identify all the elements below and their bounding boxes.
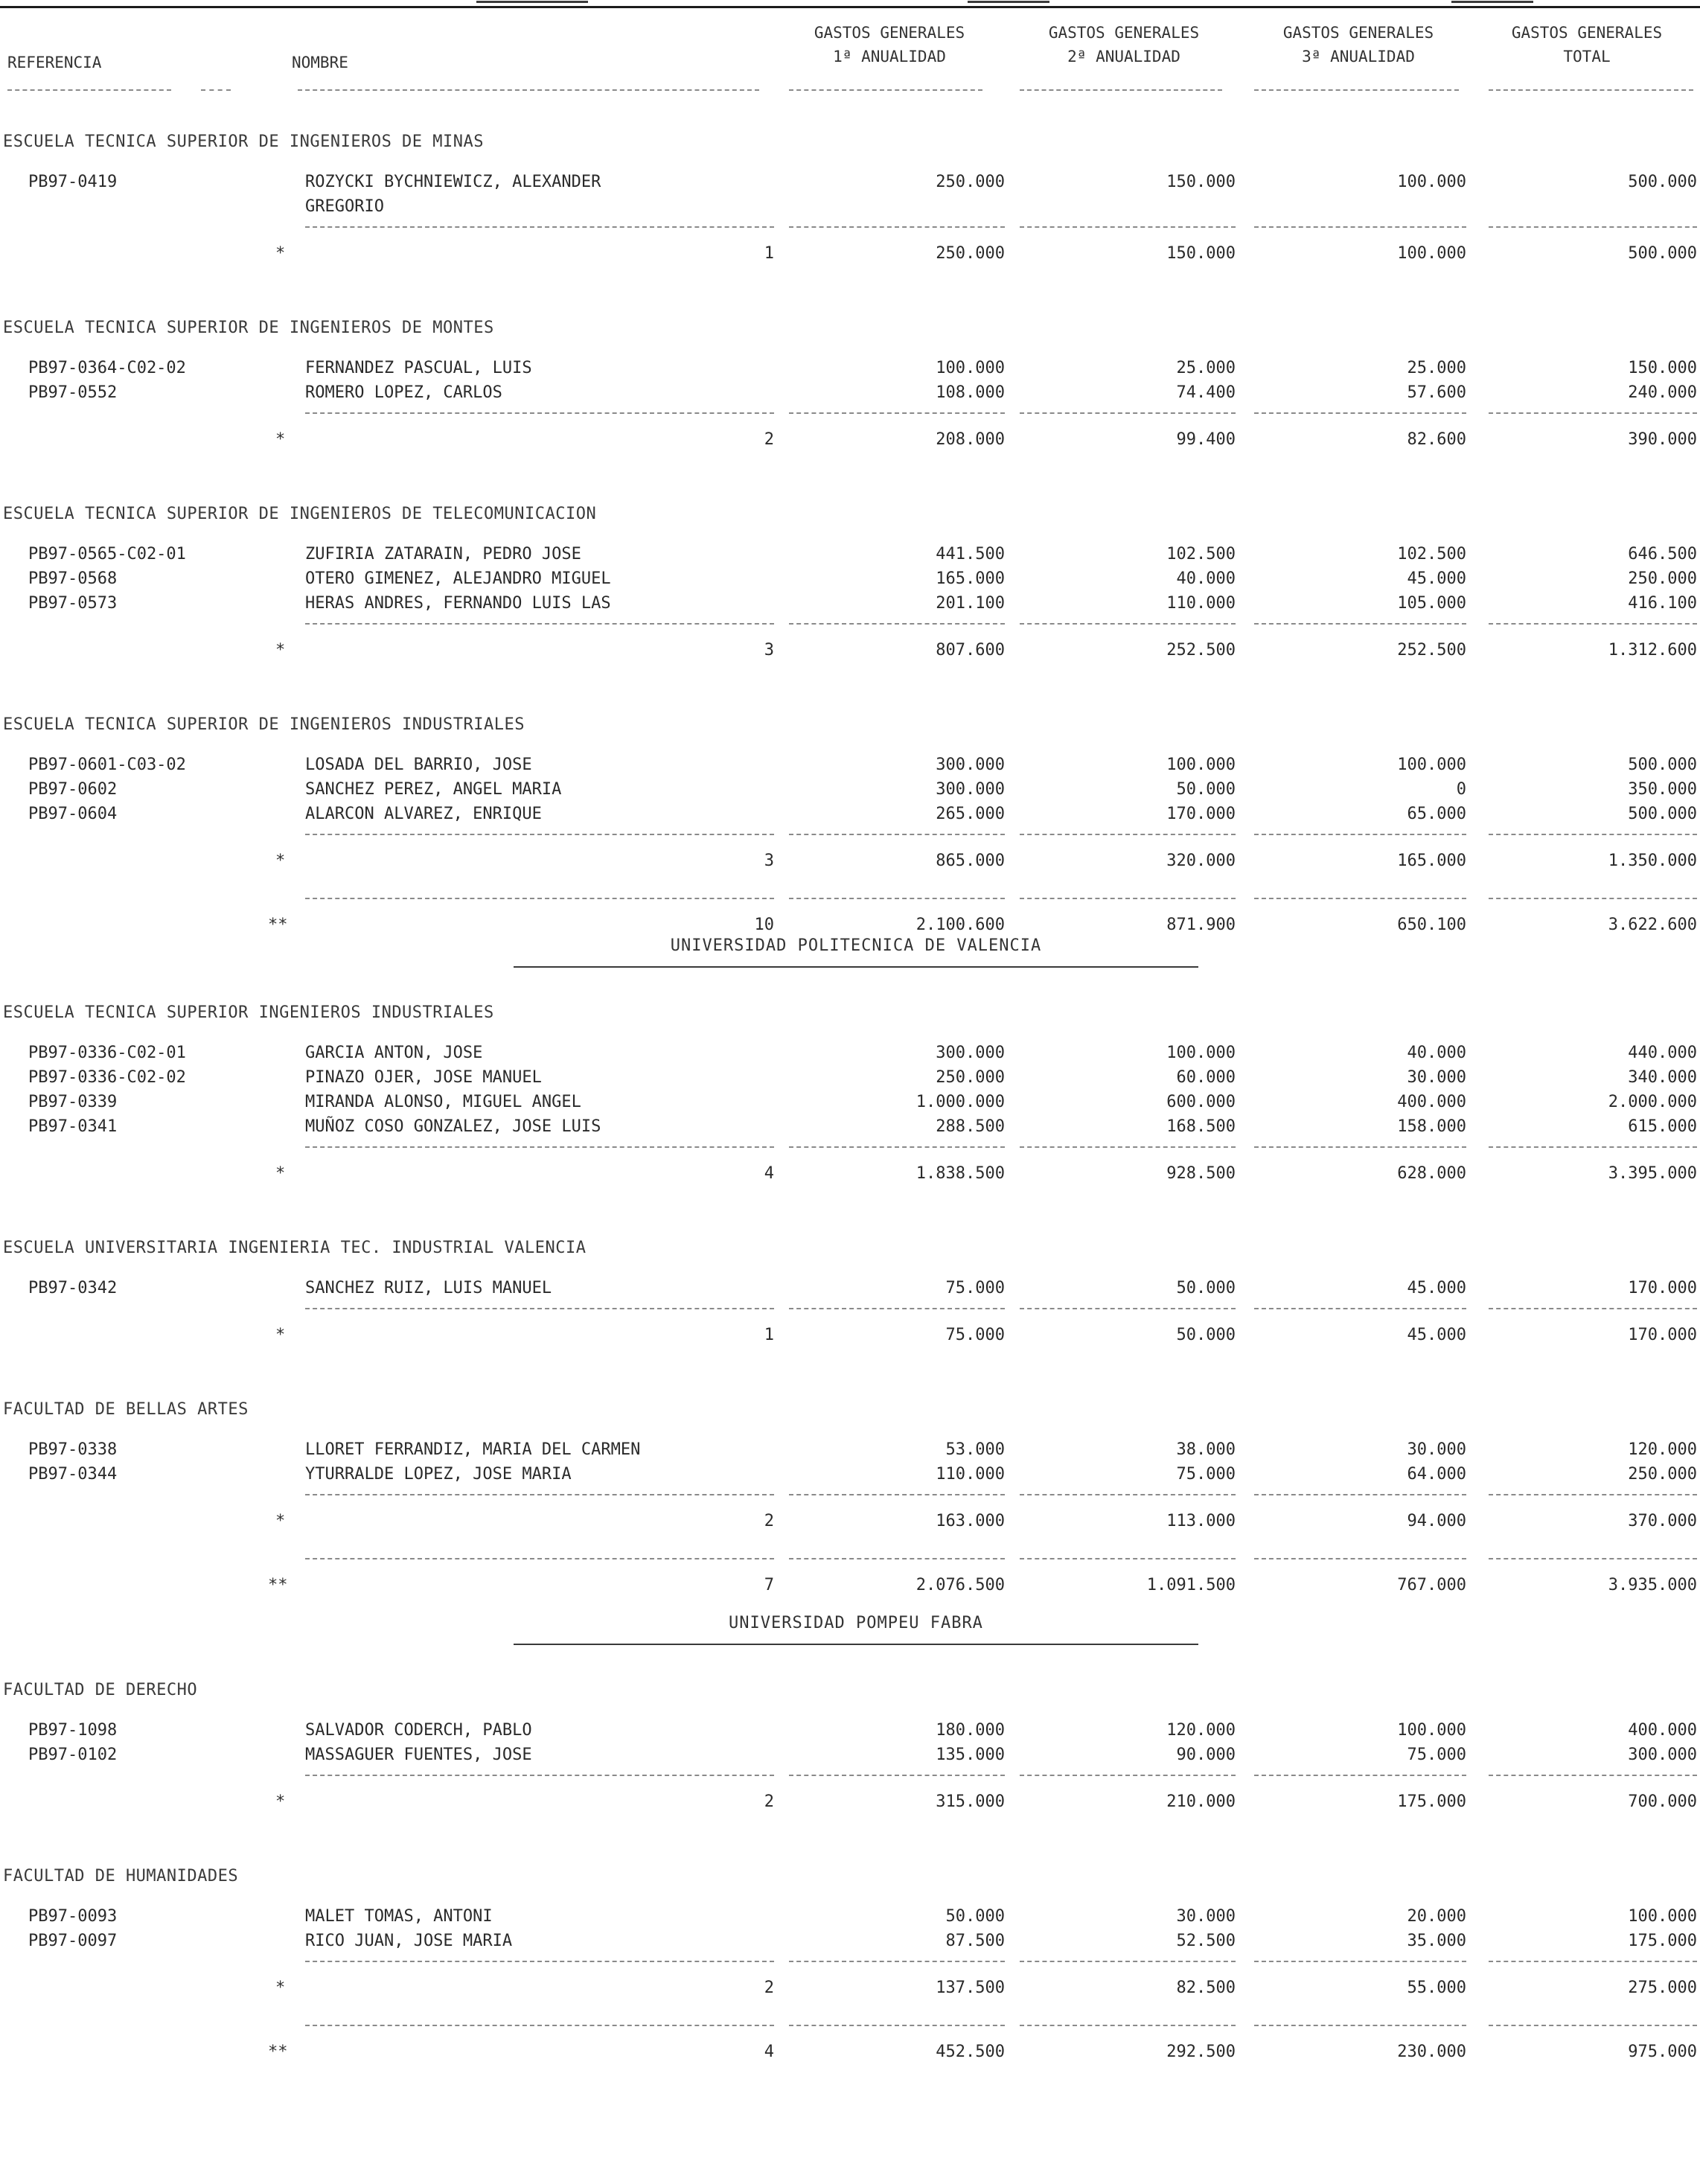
subtotal-rule — [1254, 1961, 1466, 1962]
subtotal-rule — [1254, 1308, 1466, 1309]
row-g1: 250.000 — [936, 173, 1005, 191]
subtotal-rule — [1020, 412, 1236, 414]
total-rule — [1254, 1558, 1466, 1559]
row-g2: 120.000 — [1166, 1721, 1236, 1740]
row-g2: 60.000 — [1176, 1068, 1236, 1087]
row-name: ROZYCKI BYCHNIEWICZ, ALEXANDER — [305, 173, 601, 191]
subtotal-rule — [789, 226, 1005, 228]
subtotal-rule — [1020, 1146, 1236, 1148]
row-reference: PB97-0102 — [28, 1746, 118, 1764]
subtotal-rule — [1020, 834, 1236, 835]
total-rule — [1489, 1558, 1697, 1559]
row-g3: 100.000 — [1397, 173, 1466, 191]
row-name: SANCHEZ PEREZ, ANGEL MARIA — [305, 780, 562, 799]
subtotal-count: 3 — [764, 641, 774, 660]
total-rule — [1020, 1558, 1236, 1559]
row-total: 170.000 — [1628, 1279, 1697, 1297]
row-g1: 108.000 — [936, 383, 1005, 402]
row-g2: 600.000 — [1166, 1093, 1236, 1111]
section-title: ESCUELA TECNICA SUPERIOR DE INGENIEROS DE TELECOMUNICACION — [3, 505, 597, 523]
subtotal-total: 3.395.000 — [1608, 1164, 1697, 1183]
row-g2: 74.400 — [1176, 383, 1236, 402]
header-referencia: REFERENCIA — [7, 54, 102, 71]
block-total-marker: ** — [268, 2043, 288, 2061]
header-rule — [201, 89, 231, 91]
row-reference: PB97-0364-C02-02 — [28, 359, 186, 377]
subtotal-g3: 165.000 — [1397, 852, 1466, 870]
subtotal-rule — [305, 226, 774, 228]
row-total: 350.000 — [1628, 780, 1697, 799]
subtotal-total: 390.000 — [1628, 430, 1697, 449]
subtotal-marker: * — [275, 1326, 286, 1344]
total-rule — [305, 1558, 774, 1559]
row-g1: 110.000 — [936, 1465, 1005, 1484]
subtotal-g1: 807.600 — [936, 641, 1005, 660]
subtotal-rule — [789, 1961, 1005, 1962]
subtotal-rule — [789, 1775, 1005, 1776]
header-rule — [789, 89, 982, 91]
subtotal-rule — [789, 834, 1005, 835]
block-total-g2: 292.500 — [1166, 2043, 1236, 2061]
row-g3: 100.000 — [1397, 1721, 1466, 1740]
block-total-g3: 767.000 — [1397, 1576, 1466, 1594]
header-g3-line2: 3ª ANUALIDAD — [1302, 48, 1415, 66]
row-g3: 400.000 — [1397, 1093, 1466, 1111]
subtotal-count: 2 — [764, 1512, 774, 1530]
row-g3: 40.000 — [1407, 1044, 1466, 1062]
total-rule — [1489, 2025, 1697, 2026]
row-total: 300.000 — [1628, 1746, 1697, 1764]
university-title: UNIVERSIDAD POMPEU FABRA — [729, 1614, 983, 1632]
row-name: SALVADOR CODERCH, PABLO — [305, 1721, 532, 1740]
subtotal-g1: 137.500 — [936, 1979, 1005, 1997]
subtotal-g2: 252.500 — [1166, 641, 1236, 660]
row-g3: 45.000 — [1407, 569, 1466, 588]
row-total: 646.500 — [1628, 545, 1697, 563]
subtotal-g1: 163.000 — [936, 1512, 1005, 1530]
row-total: 100.000 — [1628, 1907, 1697, 1926]
row-name: OTERO GIMENEZ, ALEJANDRO MIGUEL — [305, 569, 611, 588]
row-g3: 102.500 — [1397, 545, 1466, 563]
block-total-g1: 2.076.500 — [915, 1576, 1005, 1594]
subtotal-rule — [1489, 1961, 1697, 1962]
row-g2: 50.000 — [1176, 780, 1236, 799]
row-reference: PB97-0341 — [28, 1117, 118, 1136]
header-g1-line2: 1ª ANUALIDAD — [833, 48, 946, 66]
subtotal-g1: 75.000 — [945, 1326, 1005, 1344]
subtotal-g1: 250.000 — [936, 244, 1005, 263]
subtotal-rule — [1020, 623, 1236, 625]
row-total: 250.000 — [1628, 569, 1697, 588]
subtotal-rule — [1020, 1308, 1236, 1309]
row-reference: PB97-0339 — [28, 1093, 118, 1111]
row-g3: 64.000 — [1407, 1465, 1466, 1484]
row-total: 340.000 — [1628, 1068, 1697, 1087]
row-total: 175.000 — [1628, 1932, 1697, 1950]
row-name: ROMERO LOPEZ, CARLOS — [305, 383, 502, 402]
row-g2: 38.000 — [1176, 1440, 1236, 1459]
total-rule — [305, 898, 774, 899]
subtotal-g2: 50.000 — [1176, 1326, 1236, 1344]
subtotal-rule — [1020, 1775, 1236, 1776]
row-g1: 288.500 — [936, 1117, 1005, 1136]
subtotal-rule — [305, 1775, 774, 1776]
subtotal-rule — [305, 834, 774, 835]
row-g2: 150.000 — [1166, 173, 1236, 191]
subtotal-g2: 320.000 — [1166, 852, 1236, 870]
row-name: SANCHEZ RUIZ, LUIS MANUEL — [305, 1279, 552, 1297]
row-g1: 250.000 — [936, 1068, 1005, 1087]
row-name: MUÑOZ COSO GONZALEZ, JOSE LUIS — [305, 1117, 601, 1136]
row-total: 440.000 — [1628, 1044, 1697, 1062]
header-g1-line1: GASTOS GENERALES — [814, 24, 965, 42]
total-rule — [1489, 898, 1697, 899]
row-name: ALARCON ALVAREZ, ENRIQUE — [305, 805, 542, 823]
subtotal-rule — [305, 1146, 774, 1148]
row-name: LOSADA DEL BARRIO, JOSE — [305, 756, 532, 774]
subtotal-rule — [789, 412, 1005, 414]
subtotal-rule — [1254, 226, 1466, 228]
subtotal-rule — [1489, 226, 1697, 228]
row-total: 615.000 — [1628, 1117, 1697, 1136]
subtotal-g3: 94.000 — [1407, 1512, 1466, 1530]
row-g2: 90.000 — [1176, 1746, 1236, 1764]
block-total-g2: 1.091.500 — [1146, 1576, 1236, 1594]
row-g1: 50.000 — [945, 1907, 1005, 1926]
subtotal-g2: 82.500 — [1176, 1979, 1236, 1997]
row-total: 400.000 — [1628, 1721, 1697, 1740]
subtotal-total: 1.350.000 — [1608, 852, 1697, 870]
subtotal-rule — [1489, 1146, 1697, 1148]
header-rule — [298, 89, 759, 91]
subtotal-g2: 99.400 — [1176, 430, 1236, 449]
row-g1: 300.000 — [936, 780, 1005, 799]
block-total-marker: ** — [268, 1576, 288, 1594]
block-total-total: 3.935.000 — [1608, 1576, 1697, 1594]
row-g3: 30.000 — [1407, 1068, 1466, 1087]
row-g3: 30.000 — [1407, 1440, 1466, 1459]
row-reference: PB97-0602 — [28, 780, 118, 799]
subtotal-count: 4 — [764, 1164, 774, 1183]
top-rule-mark — [476, 1, 588, 3]
row-g2: 168.500 — [1166, 1117, 1236, 1136]
row-g2: 50.000 — [1176, 1279, 1236, 1297]
row-name: MALET TOMAS, ANTONI — [305, 1907, 493, 1926]
row-g2: 52.500 — [1176, 1932, 1236, 1950]
row-g3: 57.600 — [1407, 383, 1466, 402]
row-name: MASSAGUER FUENTES, JOSE — [305, 1746, 532, 1764]
section-title: FACULTAD DE BELLAS ARTES — [3, 1400, 249, 1419]
row-total: 2.000.000 — [1608, 1093, 1697, 1111]
row-g1: 53.000 — [945, 1440, 1005, 1459]
header-g2-line1: GASTOS GENERALES — [1048, 24, 1200, 42]
row-total: 150.000 — [1628, 359, 1697, 377]
top-rule-mark — [968, 1, 1049, 3]
row-reference: PB97-0568 — [28, 569, 118, 588]
section-title: ESCUELA UNIVERSITARIA INGENIERIA TEC. INDUSTRIAL VALENCIA — [3, 1239, 587, 1257]
subtotal-rule — [1254, 1494, 1466, 1495]
subtotal-rule — [1489, 1775, 1697, 1776]
row-name: RICO JUAN, JOSE MARIA — [305, 1932, 513, 1950]
row-g2: 102.500 — [1166, 545, 1236, 563]
subtotal-marker: * — [275, 1512, 286, 1530]
subtotal-rule — [1489, 412, 1697, 414]
subtotal-rule — [1489, 1308, 1697, 1309]
row-g1: 180.000 — [936, 1721, 1005, 1740]
row-g3: 75.000 — [1407, 1746, 1466, 1764]
subtotal-count: 3 — [764, 852, 774, 870]
row-g2: 100.000 — [1166, 1044, 1236, 1062]
subtotal-rule — [789, 1494, 1005, 1495]
row-g1: 265.000 — [936, 805, 1005, 823]
subtotal-g3: 82.600 — [1407, 430, 1466, 449]
row-name: YTURRALDE LOPEZ, JOSE MARIA — [305, 1465, 572, 1484]
top-rule-bar — [0, 6, 1700, 8]
row-g1: 165.000 — [936, 569, 1005, 588]
subtotal-marker: * — [275, 1792, 286, 1811]
subtotal-rule — [1020, 1961, 1236, 1962]
subtotal-g2: 928.500 — [1166, 1164, 1236, 1183]
header-rule — [7, 89, 171, 91]
header-g2-line2: 2ª ANUALIDAD — [1067, 48, 1180, 66]
top-rule — [0, 0, 1700, 9]
row-g2: 25.000 — [1176, 359, 1236, 377]
row-g3: 158.000 — [1397, 1117, 1466, 1136]
header-rule — [1489, 89, 1693, 91]
subtotal-total: 170.000 — [1628, 1326, 1697, 1344]
row-g2: 170.000 — [1166, 805, 1236, 823]
subtotal-rule — [1254, 1775, 1466, 1776]
row-g3: 45.000 — [1407, 1279, 1466, 1297]
row-reference: PB97-1098 — [28, 1721, 118, 1740]
row-reference: PB97-0093 — [28, 1907, 118, 1926]
row-g1: 87.500 — [945, 1932, 1005, 1950]
block-total-total: 3.622.600 — [1608, 916, 1697, 934]
subtotal-marker: * — [275, 852, 286, 870]
row-g3: 20.000 — [1407, 1907, 1466, 1926]
subtotal-rule — [1254, 412, 1466, 414]
subtotal-g1: 315.000 — [936, 1792, 1005, 1811]
row-name: GARCIA ANTON, JOSE — [305, 1044, 483, 1062]
subtotal-count: 2 — [764, 1792, 774, 1811]
subtotal-count: 1 — [764, 244, 774, 263]
row-name: ZUFIRIA ZATARAIN, PEDRO JOSE — [305, 545, 581, 563]
subtotal-g3: 55.000 — [1407, 1979, 1466, 1997]
row-g2: 40.000 — [1176, 569, 1236, 588]
university-underline — [514, 1644, 1198, 1645]
section-title: ESCUELA TECNICA SUPERIOR DE INGENIEROS DE MINAS — [3, 132, 485, 151]
subtotal-marker: * — [275, 1164, 286, 1183]
row-g2: 30.000 — [1176, 1907, 1236, 1926]
row-g3: 35.000 — [1407, 1932, 1466, 1950]
row-total: 500.000 — [1628, 173, 1697, 191]
header-rule — [1020, 89, 1222, 91]
subtotal-rule — [1489, 1494, 1697, 1495]
row-reference: PB97-0565-C02-01 — [28, 545, 186, 563]
row-reference: PB97-0573 — [28, 594, 118, 613]
row-g1: 75.000 — [945, 1279, 1005, 1297]
subtotal-g3: 628.000 — [1397, 1164, 1466, 1183]
subtotal-marker: * — [275, 244, 286, 263]
row-name: PINAZO OJER, JOSE MANUEL — [305, 1068, 542, 1087]
subtotal-g1: 208.000 — [936, 430, 1005, 449]
subtotal-rule — [789, 1308, 1005, 1309]
subtotal-count: 2 — [764, 430, 774, 449]
row-total: 500.000 — [1628, 805, 1697, 823]
row-g3: 100.000 — [1397, 756, 1466, 774]
subtotal-g1: 1.838.500 — [915, 1164, 1005, 1183]
subtotal-rule — [1489, 834, 1697, 835]
total-rule — [789, 1558, 1005, 1559]
block-total-count: 7 — [764, 1576, 774, 1594]
row-g2: 100.000 — [1166, 756, 1236, 774]
row-g2: 75.000 — [1176, 1465, 1236, 1484]
header-nombre: NOMBRE — [292, 54, 348, 71]
subtotal-total: 370.000 — [1628, 1512, 1697, 1530]
row-total: 120.000 — [1628, 1440, 1697, 1459]
row-g3: 105.000 — [1397, 594, 1466, 613]
subtotal-total: 500.000 — [1628, 244, 1697, 263]
total-rule — [789, 898, 1005, 899]
subtotal-rule — [1254, 1146, 1466, 1148]
row-reference: PB97-0552 — [28, 383, 118, 402]
subtotal-g3: 100.000 — [1397, 244, 1466, 263]
block-total-marker: ** — [268, 916, 288, 934]
row-g3: 65.000 — [1407, 805, 1466, 823]
row-g2: 110.000 — [1166, 594, 1236, 613]
subtotal-g3: 175.000 — [1397, 1792, 1466, 1811]
subtotal-rule — [1489, 623, 1697, 625]
row-reference: PB97-0336-C02-01 — [28, 1044, 186, 1062]
subtotal-rule — [305, 412, 774, 414]
row-g1: 135.000 — [936, 1746, 1005, 1764]
subtotal-marker: * — [275, 430, 286, 449]
block-total-count: 10 — [754, 916, 774, 934]
block-total-g3: 230.000 — [1397, 2043, 1466, 2061]
row-reference: PB97-0344 — [28, 1465, 118, 1484]
row-g1: 100.000 — [936, 359, 1005, 377]
subtotal-rule — [305, 1961, 774, 1962]
university-underline — [514, 966, 1198, 968]
row-reference: PB97-0604 — [28, 805, 118, 823]
row-reference: PB97-0097 — [28, 1932, 118, 1950]
block-total-count: 4 — [764, 2043, 774, 2061]
subtotal-rule — [1254, 623, 1466, 625]
section-title: ESCUELA TECNICA SUPERIOR INGENIEROS INDUSTRIALES — [3, 1003, 494, 1022]
row-reference: PB97-0342 — [28, 1279, 118, 1297]
row-name-continued: GREGORIO — [305, 197, 384, 216]
row-name: FERNANDEZ PASCUAL, LUIS — [305, 359, 532, 377]
row-reference: PB97-0336-C02-02 — [28, 1068, 186, 1087]
total-rule — [305, 2025, 774, 2026]
subtotal-g3: 45.000 — [1407, 1326, 1466, 1344]
row-total: 250.000 — [1628, 1465, 1697, 1484]
subtotal-g3: 252.500 — [1397, 641, 1466, 660]
row-reference: PB97-0419 — [28, 173, 118, 191]
subtotal-g2: 210.000 — [1166, 1792, 1236, 1811]
header-rule — [1254, 89, 1459, 91]
block-total-g1: 2.100.600 — [915, 916, 1005, 934]
row-g1: 300.000 — [936, 1044, 1005, 1062]
subtotal-rule — [305, 1494, 774, 1495]
subtotal-g2: 113.000 — [1166, 1512, 1236, 1530]
total-rule — [1020, 2025, 1236, 2026]
total-rule — [1020, 898, 1236, 899]
header-gt-line1: GASTOS GENERALES — [1511, 24, 1663, 42]
section-title: ESCUELA TECNICA SUPERIOR DE INGENIEROS INDUSTRIALES — [3, 715, 525, 734]
subtotal-total: 1.312.600 — [1608, 641, 1697, 660]
row-total: 416.100 — [1628, 594, 1697, 613]
row-total: 500.000 — [1628, 756, 1697, 774]
section-title: FACULTAD DE HUMANIDADES — [3, 1867, 239, 1886]
header-g3-line1: GASTOS GENERALES — [1282, 24, 1434, 42]
row-g1: 300.000 — [936, 756, 1005, 774]
block-total-g2: 871.900 — [1166, 916, 1236, 934]
subtotal-total: 275.000 — [1628, 1979, 1697, 1997]
subtotal-count: 1 — [764, 1326, 774, 1344]
subtotal-rule — [305, 623, 774, 625]
subtotal-marker: * — [275, 641, 286, 660]
row-g1: 441.500 — [936, 545, 1005, 563]
university-title: UNIVERSIDAD POLITECNICA DE VALENCIA — [670, 936, 1042, 955]
row-g1: 1.000.000 — [915, 1093, 1005, 1111]
header-gt-line2: TOTAL — [1563, 48, 1611, 66]
section-title: ESCUELA TECNICA SUPERIOR DE INGENIEROS DE MONTES — [3, 319, 494, 337]
row-name: MIRANDA ALONSO, MIGUEL ANGEL — [305, 1093, 581, 1111]
subtotal-total: 700.000 — [1628, 1792, 1697, 1811]
row-total: 240.000 — [1628, 383, 1697, 402]
block-total-g1: 452.500 — [936, 2043, 1005, 2061]
row-g1: 201.100 — [936, 594, 1005, 613]
row-g3: 25.000 — [1407, 359, 1466, 377]
subtotal-marker: * — [275, 1979, 286, 1997]
block-total-total: 975.000 — [1628, 2043, 1697, 2061]
subtotal-rule — [1020, 1494, 1236, 1495]
total-rule — [1254, 2025, 1466, 2026]
subtotal-rule — [1020, 226, 1236, 228]
row-name: LLORET FERRANDIZ, MARIA DEL CARMEN — [305, 1440, 641, 1459]
total-rule — [1254, 898, 1466, 899]
subtotal-g2: 150.000 — [1166, 244, 1236, 263]
subtotal-rule — [789, 1146, 1005, 1148]
row-reference: PB97-0601-C03-02 — [28, 756, 186, 774]
block-total-g3: 650.100 — [1397, 916, 1466, 934]
top-rule-mark — [1451, 1, 1533, 3]
subtotal-rule — [789, 623, 1005, 625]
row-reference: PB97-0338 — [28, 1440, 118, 1459]
section-title: FACULTAD DE DERECHO — [3, 1681, 198, 1699]
total-rule — [789, 2025, 1005, 2026]
subtotal-rule — [1254, 834, 1466, 835]
subtotal-g1: 865.000 — [936, 852, 1005, 870]
subtotal-rule — [305, 1308, 774, 1309]
row-g3: 0 — [1456, 780, 1466, 799]
subtotal-count: 2 — [764, 1979, 774, 1997]
row-name: HERAS ANDRES, FERNANDO LUIS LAS — [305, 594, 611, 613]
